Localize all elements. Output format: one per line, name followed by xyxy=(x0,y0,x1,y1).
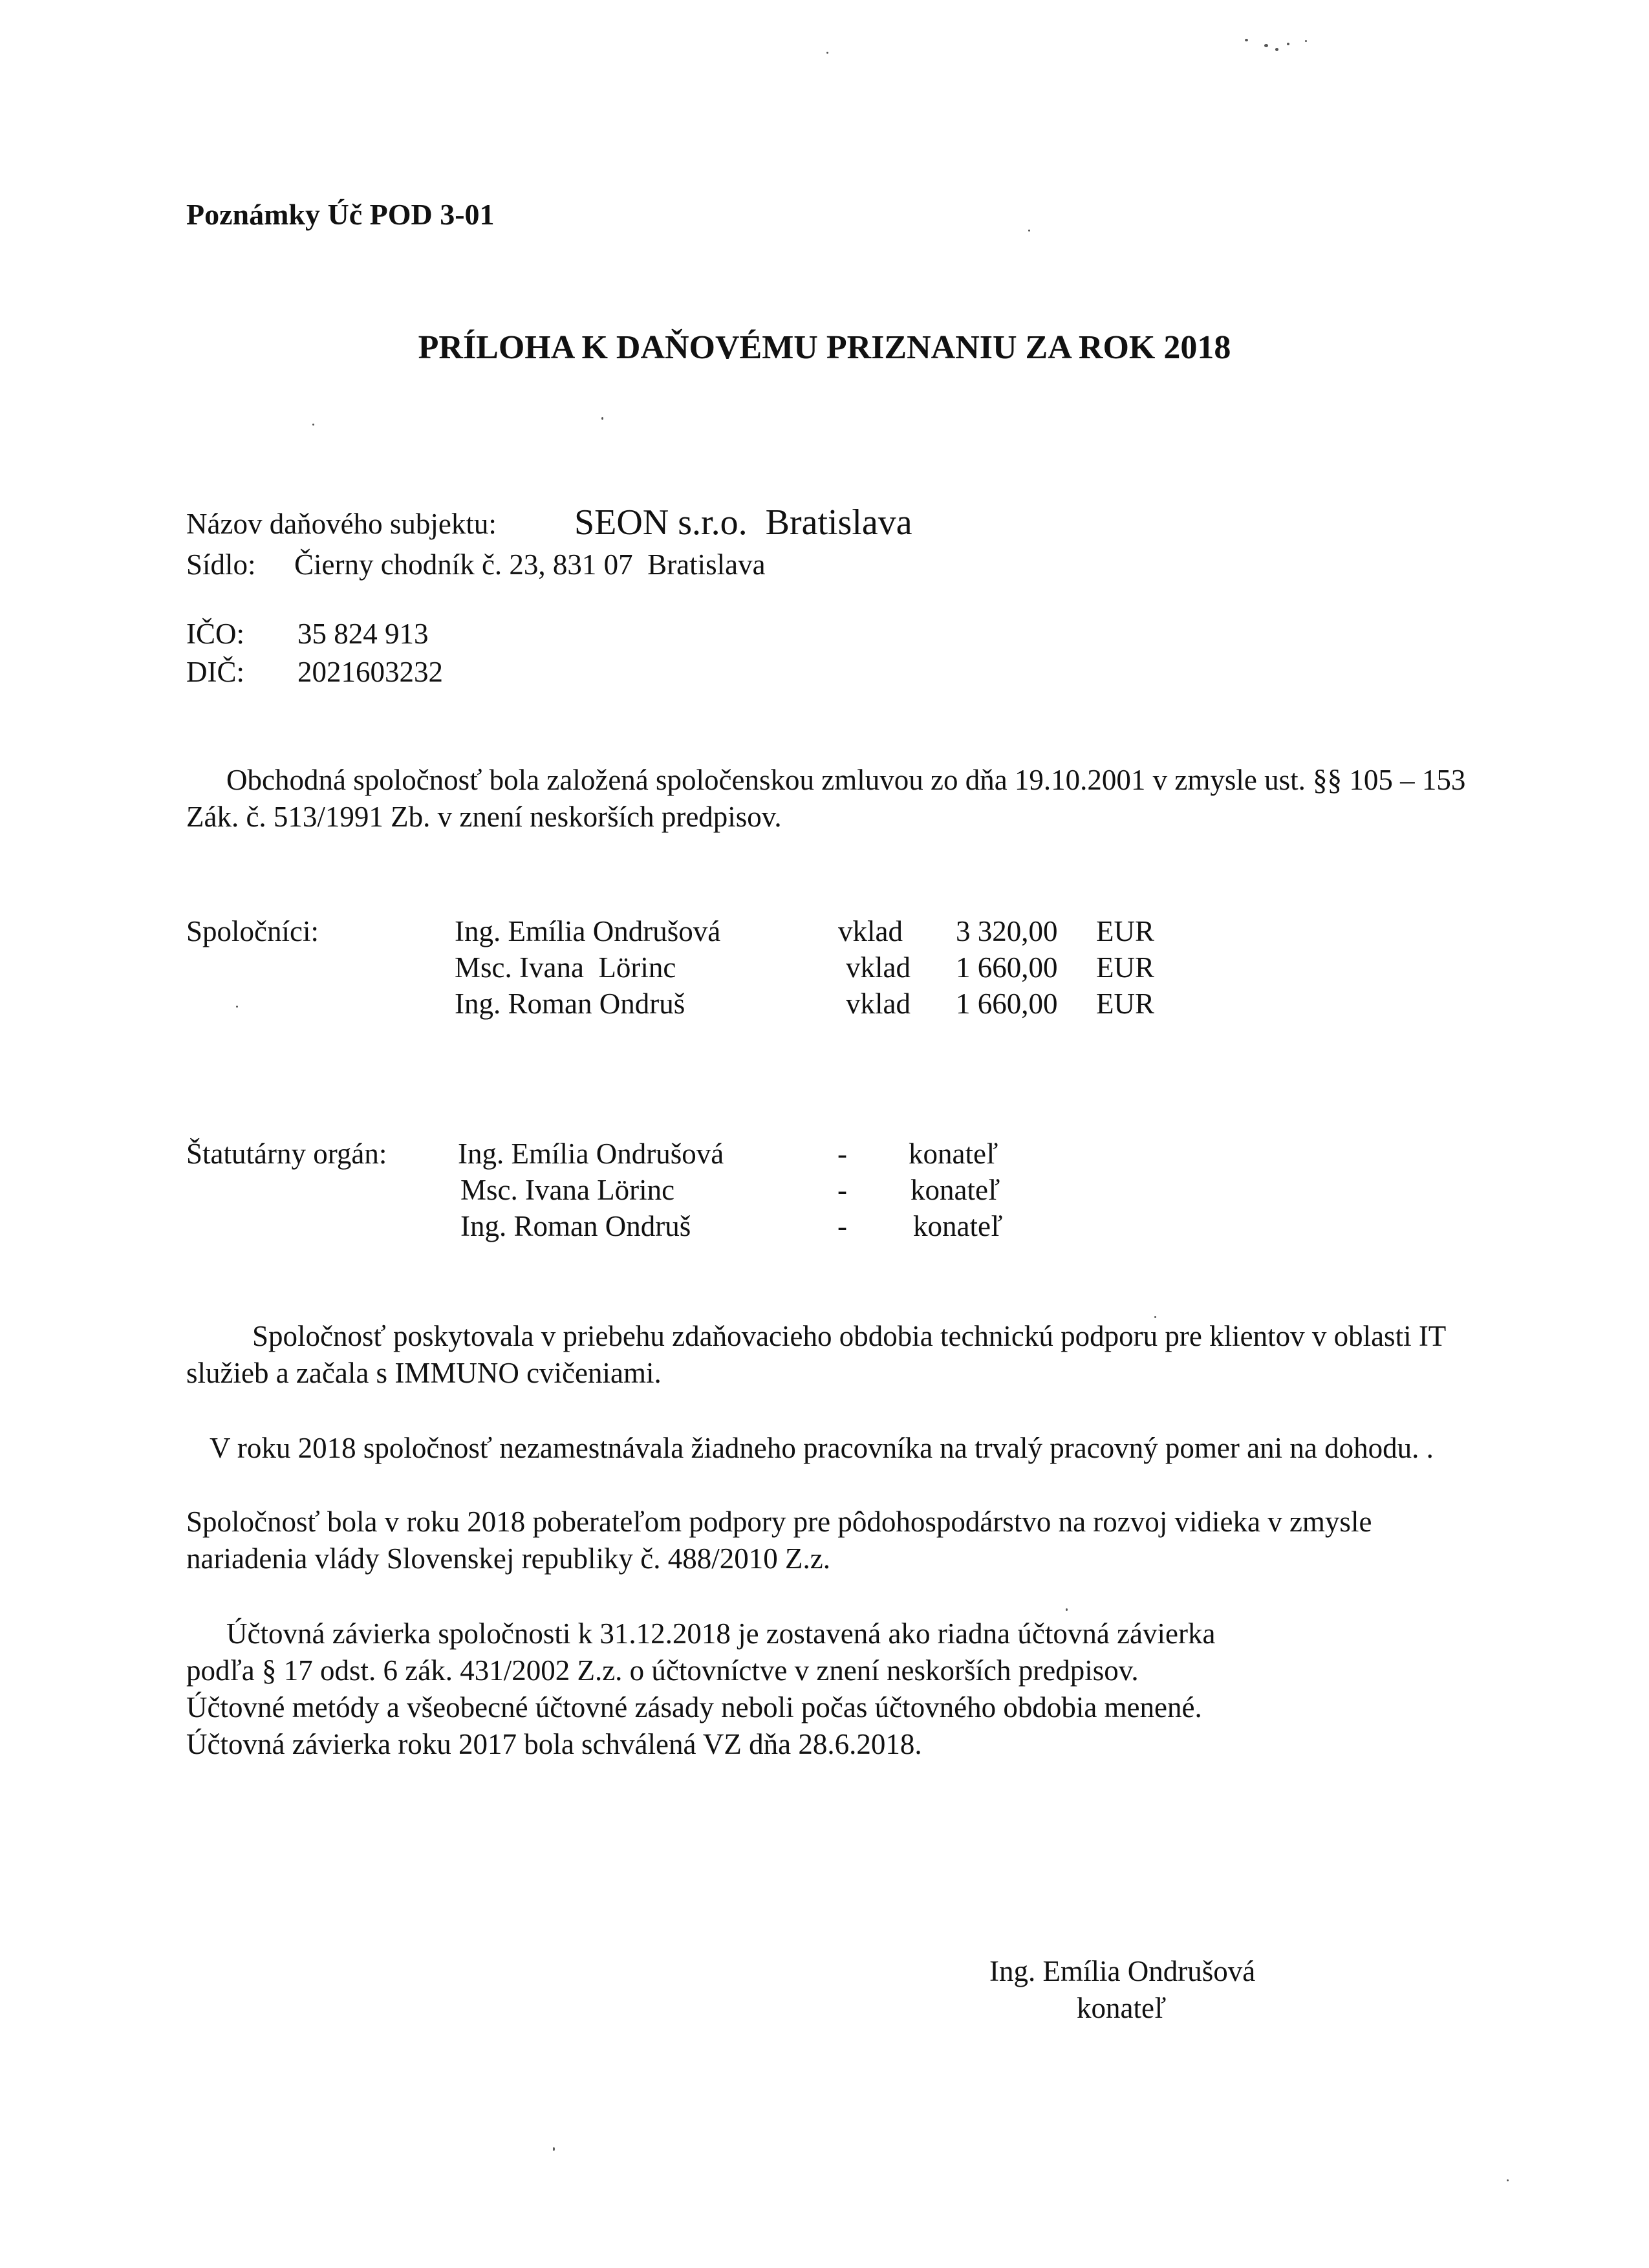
statutory-name: Ing. Emília Ondrušová xyxy=(458,1138,724,1170)
employees-paragraph: V roku 2018 spoločnosť nezamestnávala žiadneho pracovníka na trvalý pracovný pomer ani na dohodu. . xyxy=(210,1432,1434,1464)
partner-name: Ing. Emília Ondrušová xyxy=(455,915,721,947)
statutory-dash: - xyxy=(837,1138,847,1170)
partner-contribution-label: vklad xyxy=(846,951,911,984)
scan-speck xyxy=(1066,1608,1068,1611)
scan-speck xyxy=(826,52,828,54)
scan-speck xyxy=(1507,2179,1509,2181)
scan-speck xyxy=(1245,39,1248,41)
scan-speck xyxy=(1287,43,1289,45)
scan-speck xyxy=(1154,1316,1156,1318)
statutory-name: Ing. Roman Ondruš xyxy=(460,1210,691,1242)
statutory-dash: - xyxy=(837,1210,847,1242)
signature-name: Ing. Emília Ondrušová xyxy=(989,1955,1256,1987)
scan-speck xyxy=(601,417,603,420)
scan-speck xyxy=(553,2147,555,2151)
partner-contribution-currency: EUR xyxy=(1096,988,1154,1020)
partner-contribution-amount: 3 320,00 xyxy=(956,915,1058,947)
statutory-role: konateľ xyxy=(913,1210,1003,1242)
partner-contribution-currency: EUR xyxy=(1096,951,1154,984)
partner-contribution-label: vklad xyxy=(838,915,903,947)
ico-value: 35 824 913 xyxy=(297,618,429,650)
statutory-label: Štatutárny orgán: xyxy=(186,1138,387,1170)
activity-paragraph: Spoločnosť poskytovala v priebehu zdaňovacieho obdobia technickú podporu pre klientov v oblasti IT služieb a začala s IMMUNO cvičeniami. xyxy=(186,1320,1446,1389)
scan-speck xyxy=(1028,230,1030,232)
founding-paragraph: Obchodná spoločnosť bola založená spoločenskou zmluvou zo dňa 19.10.2001 v zmysle ust. §§ 105 – 153 Zák. č. 513/1991 Zb. v znení neskorších predpisov. xyxy=(186,764,1466,833)
support-paragraph: Spoločnosť bola v roku 2018 poberateľom podpory pre pôdohospodárstvo na rozvoj vidieka v zmysle nariadenia vlády Slovenskej republiky č. 488/2010 Z.z. xyxy=(186,1506,1372,1575)
closing-line: podľa § 17 odst. 6 zák. 431/2002 Z.z. o účtovníctve v znení neskorších predpisov. xyxy=(186,1654,1139,1687)
scan-speck xyxy=(236,1006,238,1008)
subject-name-value: SEON s.r.o. Bratislava xyxy=(574,502,912,543)
statutory-role: konateľ xyxy=(911,1174,1000,1206)
header-note: Poznámky Úč POD 3-01 xyxy=(186,198,495,231)
closing-line: Účtovné metódy a všeobecné účtovné zásady neboli počas účtovného obdobia menené. xyxy=(186,1691,1202,1723)
closing-line: Účtovná závierka spoločnosti k 31.12.2018 je zostavená ako riadna účtovná závierka xyxy=(226,1617,1216,1650)
partner-contribution-currency: EUR xyxy=(1096,915,1154,947)
document-title: PRÍLOHA K DAŇOVÉMU PRIZNANIU ZA ROK 2018 xyxy=(418,329,1231,366)
scan-speck xyxy=(312,424,314,426)
seat-value: Čierny chodník č. 23, 831 07 Bratislava xyxy=(294,548,766,581)
partners-label: Spoločníci: xyxy=(186,915,319,947)
statutory-role: konateľ xyxy=(909,1138,998,1170)
partner-name: Msc. Ivana Lörinc xyxy=(455,951,676,984)
dic-label: DIČ: xyxy=(186,656,244,688)
scan-speck xyxy=(1275,48,1278,51)
partner-contribution-label: vklad xyxy=(846,988,911,1020)
dic-value: 2021603232 xyxy=(297,656,443,688)
closing-paragraph xyxy=(186,1615,1473,1763)
partner-contribution-amount: 1 660,00 xyxy=(956,951,1058,984)
scan-speck xyxy=(1305,40,1307,42)
ico-label: IČO: xyxy=(186,618,244,650)
signature-role: konateľ xyxy=(1077,1992,1167,2024)
subject-name-label: Názov daňového subjektu: xyxy=(186,508,497,540)
statutory-dash: - xyxy=(837,1174,847,1206)
scan-speck xyxy=(1264,44,1268,47)
partner-name: Ing. Roman Ondruš xyxy=(455,988,685,1020)
partner-contribution-amount: 1 660,00 xyxy=(956,988,1058,1020)
seat-label: Sídlo: xyxy=(186,548,256,581)
closing-line: Účtovná závierka roku 2017 bola schválená VZ dňa 28.6.2018. xyxy=(186,1728,922,1760)
statutory-name: Msc. Ivana Lörinc xyxy=(460,1174,675,1206)
